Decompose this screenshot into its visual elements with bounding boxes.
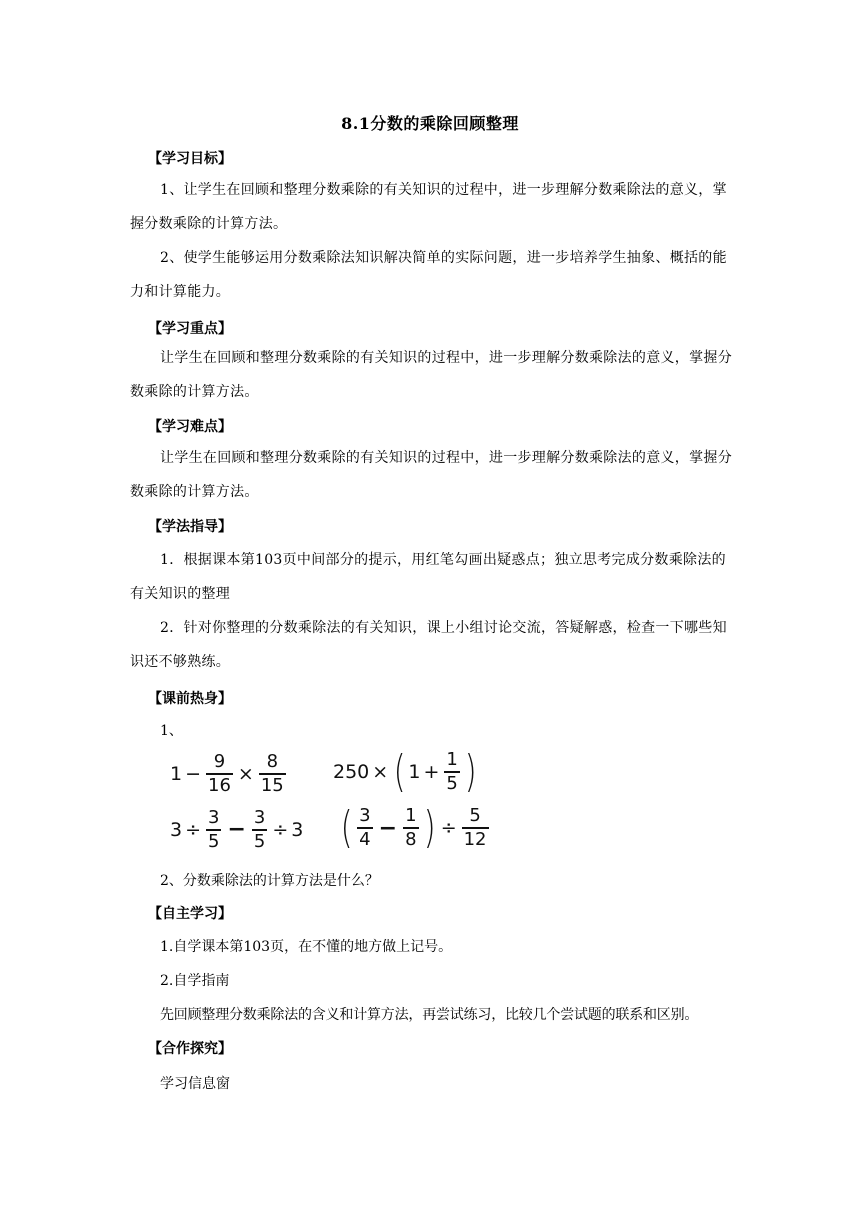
fraction: $\frac{3}{5}$: [253, 807, 266, 852]
method-item-1: 1．根据课本第103页中间部分的提示，用红笔勾画出疑惑点；独立思考完成分数乘除法的有关知识的整理: [130, 552, 726, 602]
heading-warmup: 【课前热身】: [148, 691, 232, 707]
fraction: $\frac{8}{15}$: [260, 751, 284, 796]
fraction: $\frac{3}{5}$: [208, 807, 220, 852]
heading-key-points: 【学习重点】: [148, 321, 232, 337]
warmup-expression-2: 250 × ( 1 + $\frac{1}{5}$ ): [333, 746, 477, 797]
warmup-expression-4: ( $\frac{3}{4}$ − $\frac{1}{8}$ ) ÷ $\frac{5}{12}$: [340, 802, 487, 853]
difficulties-text: 让学生在回顾和整理分数乘除的有关知识的过程中，进一步理解分数乘除法的意义，掌握分数乘除的计算方法。: [130, 450, 732, 500]
fraction: $\frac{3}{4}$: [359, 805, 371, 850]
self-study-guide-text: 先回顾整理分数乘除法的含义和计算方法，再尝试练习，比较几个尝试题的联系和区别。: [160, 1007, 699, 1023]
warmup-item-2: 2、分数乘除法的计算方法是什么？: [160, 873, 379, 889]
fraction: $\frac{5}{12}$: [463, 805, 487, 850]
heading-self-study: 【自主学习】: [148, 906, 232, 922]
heading-learning-goals: 【学习目标】: [148, 151, 232, 167]
warmup-item-1-label: 1、: [160, 723, 183, 739]
goal-item-2: 2、使学生能够运用分数乘除法知识解决简单的实际问题，进一步培养学生抽象、概括的能力和计算能力。: [130, 250, 727, 300]
heading-method-guide: 【学法指导】: [148, 519, 232, 535]
heading-difficulties: 【学习难点】: [148, 419, 232, 435]
warmup-expression-3: 3 ÷ $\frac{3}{5}$ − $\frac{3}{5}$ ÷ 3: [170, 807, 304, 852]
heading-cooperative-inquiry: 【合作探究】: [148, 1041, 232, 1057]
goal-item-1: 1、让学生在回顾和整理分数乘除的有关知识的过程中，进一步理解分数乘除法的意义，掌握分数乘除的计算方法。: [130, 182, 727, 232]
self-study-item-2: 2.自学指南: [160, 973, 230, 989]
key-points-text: 让学生在回顾和整理分数乘除的有关知识的过程中，进一步理解分数乘除法的意义，掌握分数乘除的计算方法。: [130, 350, 732, 400]
fraction: $\frac{9}{16}$: [208, 751, 231, 796]
method-item-2: 2．针对你整理的分数乘除法的有关知识，课上小组讨论交流，答疑解惑，检查一下哪些知识还不够熟练。: [130, 620, 727, 670]
page-title: 8.1分数的乘除回顾整理: [341, 114, 519, 133]
fraction: $\frac{1}{8}$: [405, 805, 417, 850]
fraction: $\frac{1}{5}$: [446, 749, 458, 794]
self-study-item-1: 1.自学课本第103页，在不懂的地方做上记号。: [160, 939, 453, 955]
warmup-expression-1: 1 − $\frac{9}{16}$ × $\frac{8}{15}$: [170, 751, 284, 796]
cooperative-inquiry-text: 学习信息窗: [160, 1076, 230, 1092]
